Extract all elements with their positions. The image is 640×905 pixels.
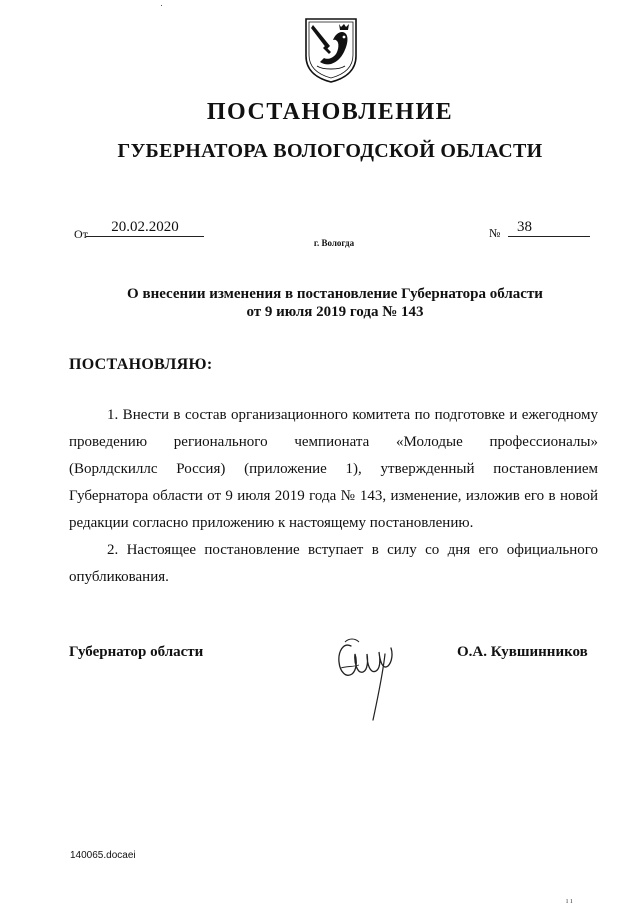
document-number: 38 <box>508 219 590 237</box>
document-issuer: ГУБЕРНАТОРА ВОЛОГОДСКОЙ ОБЛАСТИ <box>117 140 543 162</box>
document-date: 20.02.2020 <box>86 219 204 237</box>
number-prefix: № <box>489 226 501 240</box>
document-title: ПОСТАНОВЛЕНИЕ <box>206 99 454 125</box>
subject-line-2: от 9 июля 2019 года № 143 <box>246 304 424 320</box>
scan-marks: ı ı <box>566 896 573 905</box>
handwritten-signature <box>333 632 401 724</box>
city-label: г. Вологда <box>313 238 355 248</box>
file-code: 140065.docaei <box>70 850 136 861</box>
signatory-name: О.А. Кувшинников <box>457 644 588 660</box>
subject-line-1: О внесении изменения в постановление Губернатора области <box>127 286 543 302</box>
signatory-position: Губернатор области <box>69 644 204 660</box>
coat-of-arms-icon <box>303 16 359 84</box>
resolve-heading: ПОСТАНОВЛЯЮ: <box>69 356 213 373</box>
paragraph-1: 1. Внести в состав организационного комитета по подготовке и ежегодному проведению регионального чемпионата «Молодые профессионалы» (Ворлдскиллс Россия) (приложение 1), утвержденный постановлением Губернатора области от 9 июля 2019 года № 143, изменение, изложив его в новой редакции согласно приложению к настоящему постановлению. <box>69 407 598 531</box>
paragraph-2: 2. Настоящее постановление вступает в силу со дня его официального опубликования. <box>69 542 598 585</box>
date-prefix: От <box>74 227 88 241</box>
document-subject <box>100 285 570 321</box>
scan-speck <box>161 5 162 6</box>
